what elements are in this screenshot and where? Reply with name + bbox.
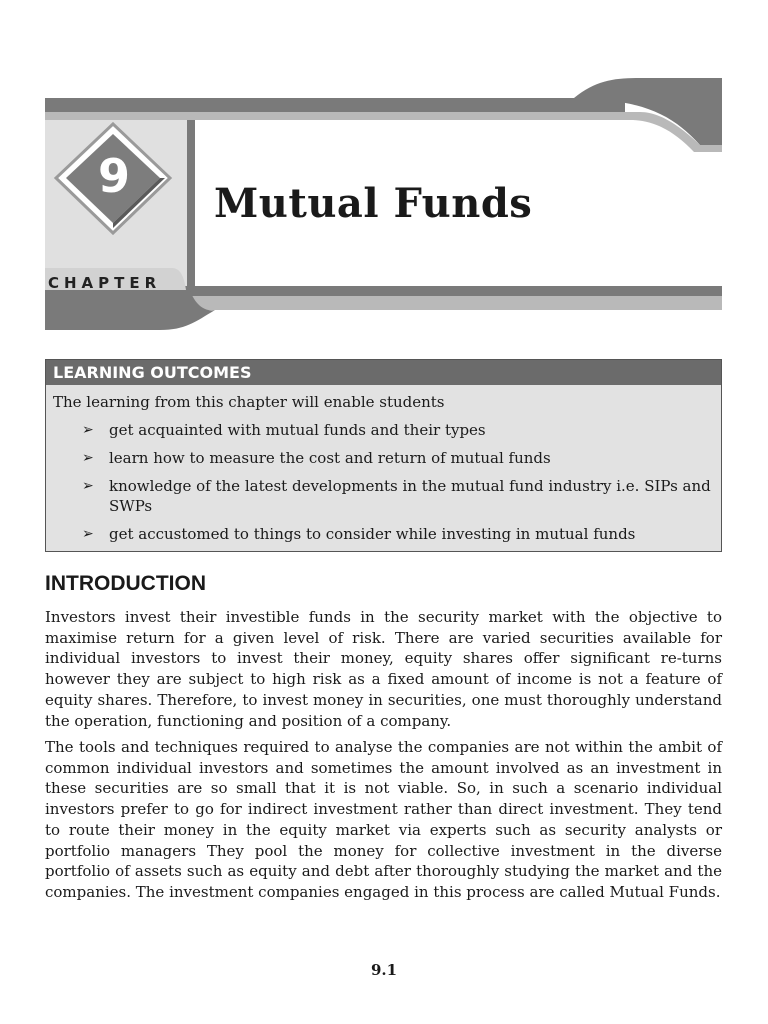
learning-outcomes-intro: The learning from this chapter will enable students — [53, 393, 445, 411]
top-band-dark — [45, 98, 625, 112]
arrow-bullet-icon: ➢ — [82, 478, 94, 494]
list-item — [82, 448, 721, 468]
chapter-label: CHAPTER — [48, 274, 162, 292]
introduction-paragraph-2: The tools and techniques required to analyse the companies are not within the ambit of common individual investors and sometimes the amount involved as an investment in these securities are so small that it is not viable. So, in such a scenario individual investors prefer to go for indirect investment rather than direct investment. They tend to route their money in the equity market via experts such as security analysts or portfolio managers They pool the money for collective investment in the diverse portfolio of assets such as equity and debt after thoroughly studying the market and the companies. The investment companies engaged in this process are called Mutual Funds. — [45, 738, 722, 901]
page-number: 9.1 — [370, 961, 398, 979]
list-item-text: get acquainted with mutual funds and their types — [109, 421, 486, 439]
list-item-text: learn how to measure the cost and return of mutual funds — [109, 449, 551, 467]
panel-separator — [187, 120, 195, 296]
arrow-bullet-icon: ➢ — [82, 526, 94, 542]
bottom-band-light — [190, 296, 722, 310]
arrow-bullet-icon: ➢ — [82, 450, 94, 466]
learning-outcomes-box — [45, 359, 722, 552]
chapter-number: 9 — [97, 149, 130, 203]
list-item-text: knowledge of the latest developments in the mutual fund industry i.e. SIPs and SWPs — [109, 477, 711, 515]
bottom-swoosh-dark — [45, 290, 215, 330]
arrow-bullet-icon: ➢ — [82, 422, 94, 438]
list-item — [82, 420, 721, 440]
list-item — [82, 524, 721, 544]
introduction-paragraph-1: Investors invest their investible funds in the security market with the objective to maximise return for a given level of risk. There are varied securities available for individual investors to invest their money, equity shares offer significant re-turns however they are subject to high risk as a fixed amount of income is not a feature of equity shares. Therefore, to invest money in securities, one must thoroughly understand the operation, functioning and position of a company. — [45, 608, 722, 730]
list-item — [82, 476, 721, 516]
bottom-band-dark — [180, 286, 722, 296]
list-item-text: get accustomed to things to consider while investing in mutual funds — [109, 525, 636, 543]
chapter-title: Mutual Funds — [214, 180, 533, 227]
learning-outcomes-list — [46, 420, 721, 544]
learning-outcomes-heading: LEARNING OUTCOMES — [46, 360, 721, 385]
introduction-heading: INTRODUCTION — [45, 572, 206, 595]
